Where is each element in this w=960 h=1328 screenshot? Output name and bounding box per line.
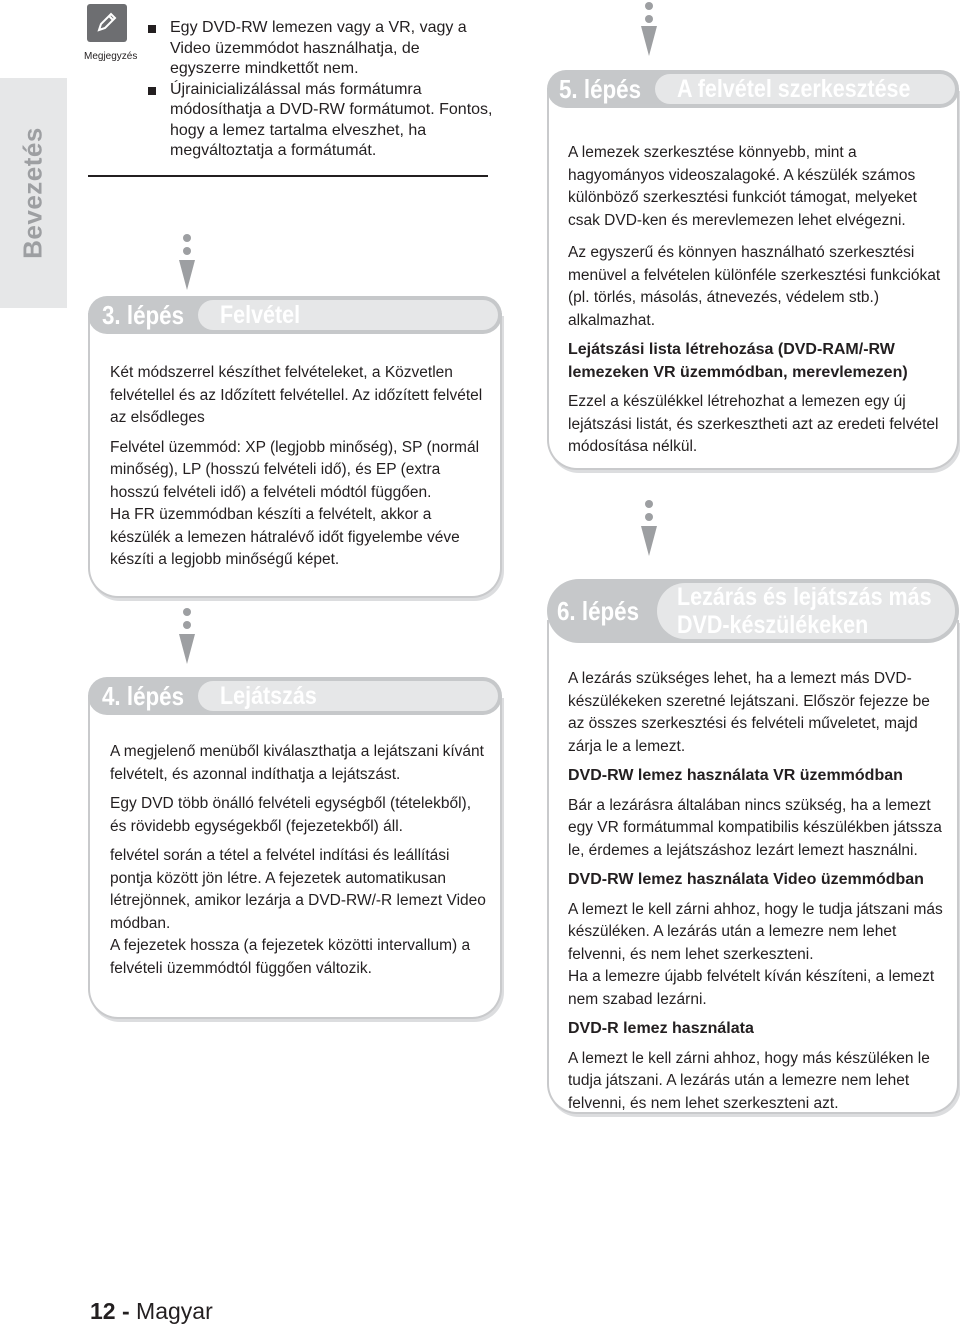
- flow-arrow-icon: [178, 604, 196, 670]
- note-item: Egy DVD-RW lemezen vagy a VR, vagy a Video üzemmódot használhatja, de egyszerre mindkettőt nem.: [148, 18, 493, 80]
- step6-heading: DVD-RW lemez használata Video üzemmódban: [568, 871, 924, 888]
- flow-arrow-icon: [640, 496, 658, 562]
- step6-paragraph: A lezárás szükséges lehet, ha a lemezt más DVD-készülékeken szeretné lejátszani. Először fejezze be az összes szerkesztési és felvételi műveletet, majd zárja le a lemezt.: [568, 670, 930, 755]
- step3-paragraph: Két módszerrel készíthet felvételeket, a Közvetlen felvétellel és az Időzített felvétellel. Az időzített felvétel az elsődleges: [110, 364, 483, 426]
- step6-header: [547, 579, 959, 643]
- step3-body: [110, 362, 488, 579]
- step6-paragraph: A lemezt le kell zárni ahhoz, hogy más készüléken le tudja játszani. A lezárás után a lemezre nem lehet felvenni, és nem lehet szerkeszteni azt.: [568, 1049, 930, 1112]
- step4-paragraph: Egy DVD több önálló felvételi egységből (tételekből), és rövidebb egységekből (fejezetekből) áll.: [110, 795, 472, 835]
- flow-arrow-icon: [178, 230, 196, 296]
- step5-paragraph: A lemezek szerkesztése könnyebb, mint a hagyományos videoszalagoké. A készülék számos különböző szerkesztési funkciót támogat, melyeket csak DVD-ken és merevlemezen lehet elvégezni.: [568, 144, 917, 229]
- step3-header: [88, 296, 502, 334]
- step4-paragraph: felvétel során a tétel a felvétel indítási és leállítási pontja között jön létre. A fejezetek automatikusan létrejönnek, amikor lezárja a DVD-RW/-R lemezt Video módban. A fejezetek hossza (a fejezetek közötti intervallum) a felvételi üzemmódtól függően változik.: [110, 847, 486, 977]
- note-label: Megjegyzés: [84, 51, 138, 62]
- step5-title: A felvétel szerkesztése: [677, 75, 911, 103]
- step4-header: [88, 677, 502, 715]
- step4-number: 4. lépés: [102, 681, 185, 711]
- step3-number: 3. lépés: [102, 300, 185, 330]
- step6-paragraph: A lemezt le kell zárni ahhoz, hogy le tudja játszani más készüléken. A lezárás után a lemezre nem lehet felvenni, és nem lehet szerkeszteni. Ha a lemezre újabb felvételt kíván készíteni, a lemezt nem szabad lezárni.: [568, 900, 943, 1008]
- note-divider: [88, 175, 488, 177]
- flow-arrow-icon: [640, 0, 658, 66]
- step5-heading: Lejátszási lista létrehozása (DVD-RAM/-RW lemezeken VR üzemmódban, merevlemezen): [568, 341, 908, 381]
- note-item: Újrainicializálással más formátumra módosíthatja a DVD-RW formátumot. Fontos, hogy a lemez tartalma elveszhet, ha megváltoztatja a formátumát.: [148, 80, 493, 162]
- step6-paragraph: Bár a lezárásra általában nincs szükség, ha a lemezt egy VR formátummal kompatibilis készülékben játssza le, érdemes a lejátszáshoz lezárt lemezt használni.: [568, 796, 942, 859]
- step5-paragraph: Ezzel a készülékkel létrehozhat a lemezen egy új lejátszási listát, és szerkesztheti azt az eredeti felvétel módosítása nélkül.: [568, 393, 939, 455]
- side-section-tab: [0, 78, 67, 308]
- page-number: 12 -: [90, 1298, 130, 1324]
- step4-title: Lejátszás: [220, 682, 317, 710]
- step6-body: [568, 668, 944, 1122]
- step6-title-line1: Lezárás és lejátszás más: [677, 583, 932, 611]
- step6-title-line2: DVD-készülékeken: [677, 611, 869, 639]
- step6-number: 6. lépés: [557, 596, 640, 626]
- step3-paragraph: Felvétel üzemmód: XP (legjobb minőség), SP (normál minőség), LP (hosszú felvételi idő), és EP (extra hosszú felvételi idő) a felvételi módtól függően. Ha FR üzemmódban készíti a felvételt, akkor a készülék a lemezen hátralévő időt figyelembe véve készíti a legjobb minőségű képet.: [110, 438, 480, 568]
- step6-heading: DVD-R lemez használata: [568, 1020, 754, 1037]
- page-footer: [90, 1298, 213, 1325]
- note-list: [148, 18, 493, 162]
- step5-paragraph: Az egyszerű és könnyen használható szerkesztési menüvel a felvételen különféle szerkesztési funkciókat (pl. törlés, másolás, átnevezés, védelem stb.) alkalmazhat.: [568, 244, 941, 329]
- step5-body: [568, 142, 946, 466]
- note-pencil-icon: [87, 4, 127, 42]
- step6-heading: DVD-RW lemez használata VR üzemmódban: [568, 767, 903, 784]
- page-language: Magyar: [136, 1298, 213, 1324]
- step4-paragraph: A megjelenő menüből kiválaszthatja a lejátszani kívánt felvételt, és azonnal indíthatja a lejátszást.: [110, 743, 484, 783]
- step3-title: Felvétel: [220, 301, 301, 329]
- step4-body: [110, 741, 490, 987]
- step5-header: [547, 70, 959, 108]
- step5-number: 5. lépés: [559, 74, 642, 104]
- side-section-label: Bevezetés: [17, 127, 48, 259]
